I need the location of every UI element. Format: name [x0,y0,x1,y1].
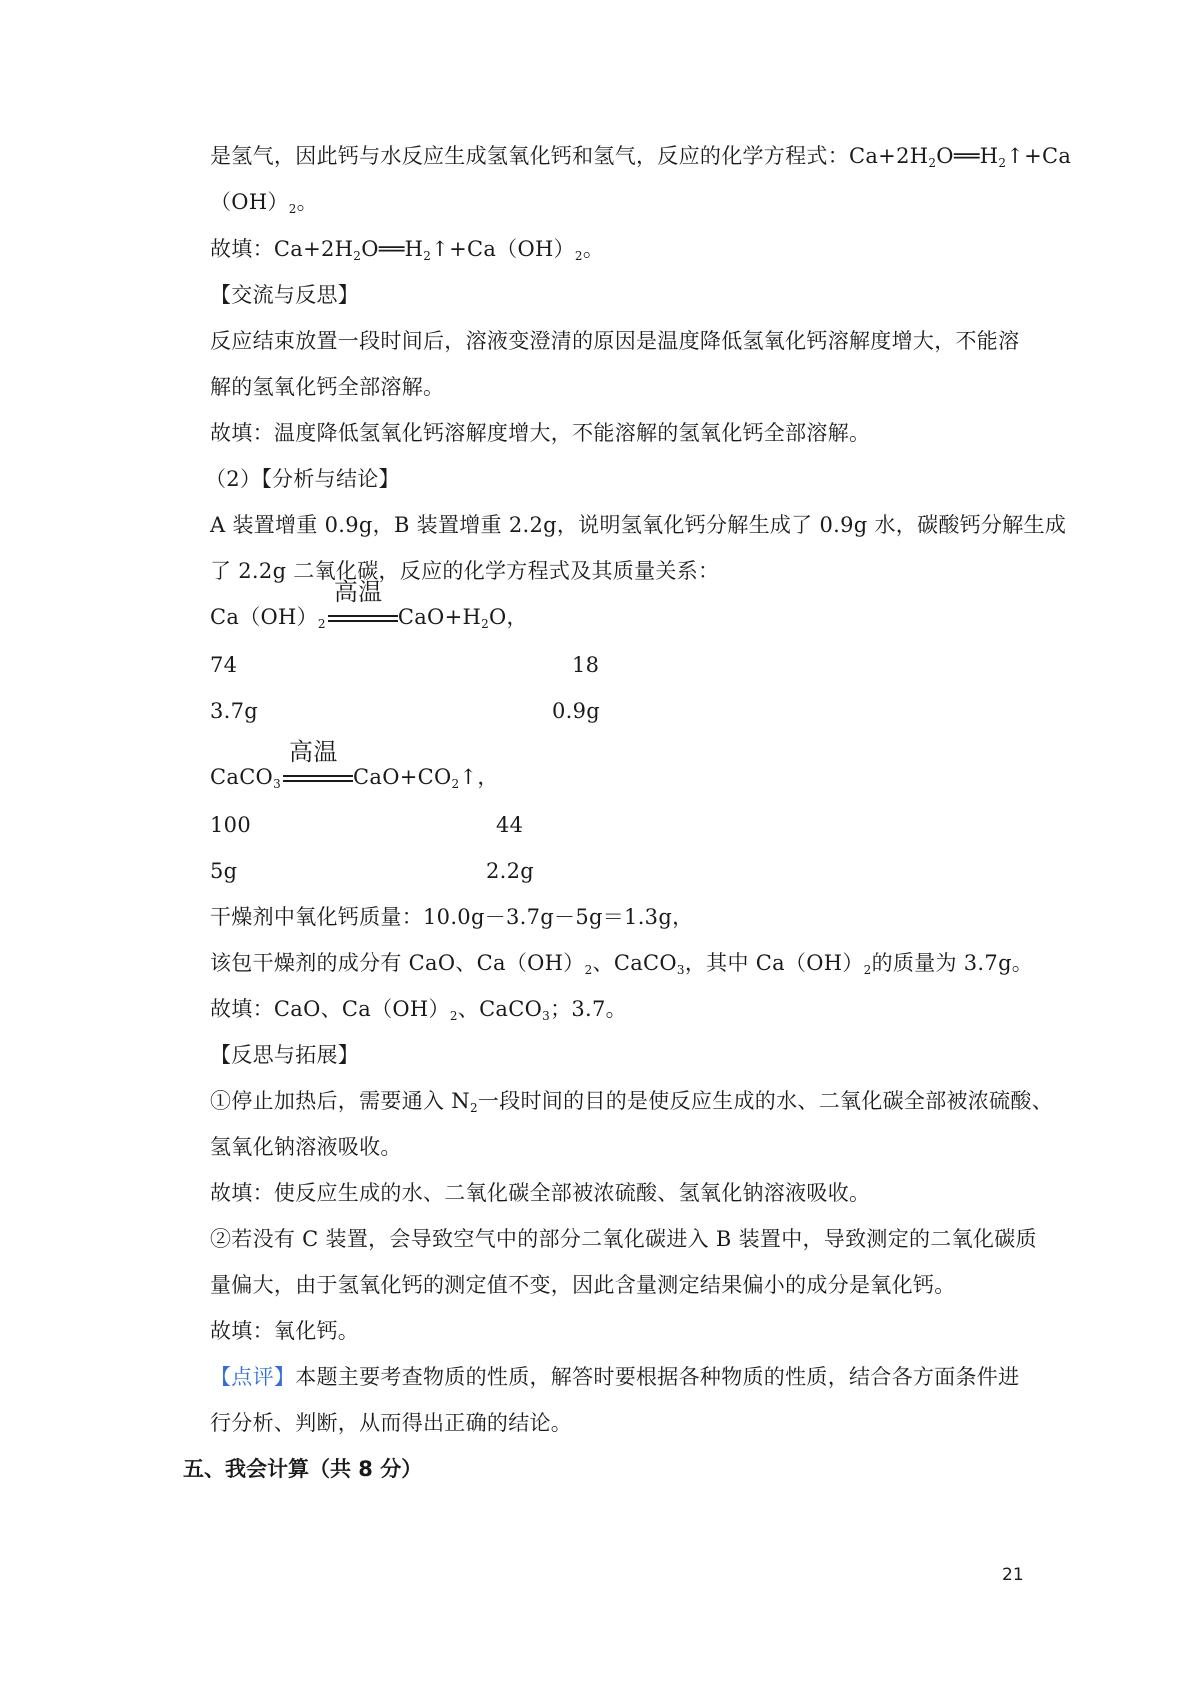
subheading: （2）【分析与结论】 [205,467,400,491]
comment-line: 【点评】本题主要考查物质的性质，解答时要根据各种物质的性质，结合各方面条件进 [210,1365,1020,1389]
mass-value-row: 5g [210,859,238,883]
text-line: A 装置增重 0.9g，B 装置增重 2.2g，说明氢氧化钙分解生成了 0.9g 水，碳酸钙分解生成 [210,513,1067,537]
text-line: 解的氢氧化钙全部溶解。 [210,375,445,399]
page-number: 21 [1002,1565,1024,1585]
text-line: 量偏大，由于氢氧化钙的测定值不变，因此含量测定结果偏小的成分是氧化钙。 [210,1273,956,1297]
text-line: 是氢气，因此钙与水反应生成氢氧化钙和氢气，反应的化学方程式：$Ca+2H_2O══H_2↑+Ca$ [210,144,1072,170]
text-line: ①停止加热后，需要通入 $N_2$一段时间的目的是使反应生成的水、二氧化碳全部被浓硫酸、 [210,1089,1053,1115]
equation-2: CaCO$_3$ 高温 $CaO+CO_2↑$， [210,760,499,794]
text-line: $(OH)_2$。 [210,190,318,216]
text-line: 干燥剂中氧化钙质量：10.0g－3.7g－5g＝1.3g， [210,905,694,929]
text-line: 反应结束放置一段时间后，溶液变澄清的原因是温度降低氢氧化钙溶解度增大，不能溶 [210,329,1020,353]
text-line: ②若没有 C 装置，会导致空气中的部分二氧化碳进入 B 装置中，导致测定的二氧化碳质 [210,1227,1037,1251]
mass-value-row: 3.7g [210,699,259,723]
comment-tag: 【点评】 [210,1365,296,1389]
answer-line: 故填：氧化钙。 [210,1319,360,1343]
subheading: 【反思与拓展】 [210,1043,360,1067]
text-line: 该包干燥剂的成分有 CaO、$Ca(OH)_2$、CaCO$_3$，其中 $Ca(OH)_2$的质量为 3.7g。 [210,951,1034,977]
answer-line: 故填：温度降低氢氧化钙溶解度增大，不能溶解的氢氧化钙全部溶解。 [210,421,871,445]
mass-value-row: 2.2g [486,859,535,883]
answer-line: 故填：CaO、$Ca(OH)_2$、CaCO$_3$；3.7。 [210,997,627,1023]
high-temp-arrow: 高温 [326,600,398,634]
high-temp-arrow: 高温 [281,760,353,794]
text-line: 氢氧化钠溶液吸收。 [210,1135,402,1159]
text-line: 了 2.2g 二氧化碳，反应的化学方程式及其质量关系： [210,559,720,583]
equation-1: $Ca(OH)_2$ 高温 $CaO+H_2O$， [210,600,528,634]
mass-ratio-row: 44 [496,813,524,837]
subheading: 【交流与反思】 [210,283,360,307]
answer-line: 故填：$Ca+2H_2O══H_2↑+Ca(OH)_2$。 [210,237,605,263]
mass-ratio-row: 100 [210,813,251,837]
mass-ratio-row: 74 [210,653,238,677]
answer-line: 故填：使反应生成的水、二氧化碳全部被浓硫酸、氢氧化钠溶液吸收。 [210,1181,871,1205]
mass-ratio-row: 18 [572,653,600,677]
section-heading: 五、我会计算（共 8 分） [183,1457,423,1481]
comment-line: 行分析、判断，从而得出正确的结论。 [210,1411,573,1435]
mass-value-row: 0.9g [552,699,601,723]
